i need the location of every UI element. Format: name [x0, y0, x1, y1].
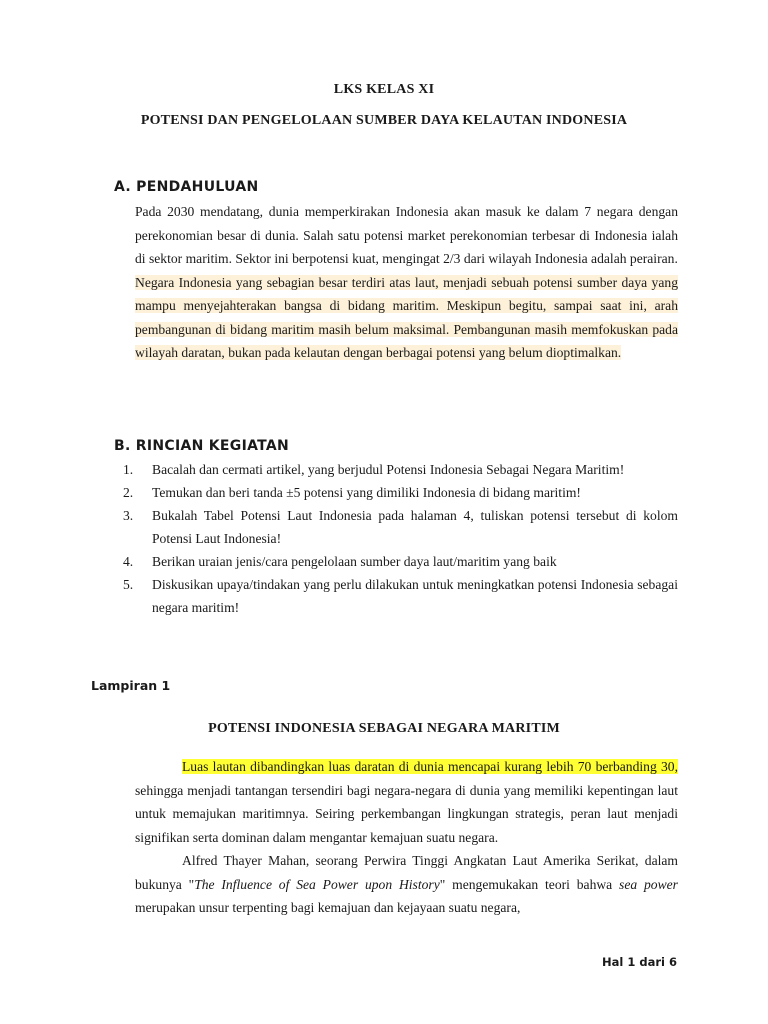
paragraph-text: " mengemukakan teori bahwa [439, 876, 620, 892]
list-text: Berikan uraian jenis/cara pengelolaan sumber daya laut/maritim yang baik [152, 553, 557, 569]
section-b-heading: B. RINCIAN KEGIATAN [114, 438, 290, 454]
paragraph-text: Alfred Thayer Mahan, seorang Perwira Tinggi Angkatan Laut Amerika Serikat, dalam bukunya " [135, 853, 678, 892]
soft-highlight: Negara Indonesia yang sebagian besar terdiri atas laut, menjadi sebuah potensi sumber daya yang mampu menyejahterakan bangsa di bidang maritim. Meskipun begitu, sampai saat ini, arah pembangunan di bidang maritim masih belum maksimal. Pembangunan masih memfokuskan pada wilayah daratan, bukan pada kelautan dengan berbagai potensi yang belum dioptimalkan. [135, 274, 678, 360]
list-text: Diskusikan upaya/tindakan yang perlu dilakukan untuk meningkatkan potensi Indonesia sebagai negara maritim! [152, 576, 678, 615]
intro-paragraph-highlighted [135, 271, 678, 365]
list-item [123, 551, 678, 574]
appendix-paragraph [135, 755, 678, 849]
document-title: LKS KELAS XI [333, 82, 435, 97]
list-text: Bacalah dan cermati artikel, yang berjudul Potensi Indonesia Sebagai Negara Maritim! [152, 462, 625, 477]
section-a-body [135, 200, 678, 365]
list-text: Temukan dan beri tanda ±5 potensi yang dimiliki Indonesia di bidang maritim! [152, 485, 581, 501]
list-item [123, 505, 678, 550]
paragraph-text: sehingga menjadi tantangan tersendiri bagi negara-negara di dunia yang memiliki kepentingan laut untuk memajukan maritimnya. Seiring perkembangan lingkungan strategis, peran laut menjadi signifikan serta dominan dalam mengantar kemajuan suatu negara. [135, 782, 678, 845]
book-title: The Influence of Sea Power upon History [194, 876, 440, 892]
list-text: Bukalah Tabel Potensi Laut Indonesia pada halaman 4, tuliskan potensi tersebut di kolom Potensi Laut Indonesia! [152, 508, 678, 546]
activity-list [123, 459, 678, 620]
paragraph-text: merupakan unsur terpenting bagi kemajuan dan kejayaan suatu negara, [135, 900, 521, 915]
list-item [123, 574, 678, 619]
appendix-paragraph [135, 849, 678, 920]
appendix-title: POTENSI INDONESIA SEBAGAI NEGARA MARITIM [208, 721, 560, 736]
intro-paragraph: Pada 2030 mendatang, dunia memperkirakan Indonesia akan masuk ke dalam 7 negara dengan perekonomian besar di dunia. Salah satu potensi market perekonomian terbesar di Indonesia ialah di sektor maritim. Sektor ini berpotensi kuat, mengingat 2/3 dari wilayah Indonesia adalah perairan. [135, 204, 678, 266]
list-number: 2. [123, 485, 134, 501]
list-number: 3. [123, 508, 134, 524]
sea-power-term: sea power [619, 876, 678, 892]
list-number: 4. [123, 553, 134, 569]
section-a-heading: A. PENDAHULUAN [114, 179, 259, 195]
appendix-body [135, 755, 678, 920]
list-item [123, 482, 678, 505]
page-number: Hal 1 dari 6 [602, 955, 677, 969]
list-item [123, 459, 678, 482]
list-number: 1. [123, 462, 134, 477]
appendix-label: Lampiran 1 [91, 678, 171, 693]
list-number: 5. [123, 576, 134, 592]
yellow-highlight: Luas lautan dibandingkan luas daratan di dunia mencapai kurang lebih 70 berbanding 30, [182, 759, 678, 774]
document-subtitle: POTENSI DAN PENGELOLAAN SUMBER DAYA KELAUTAN INDONESIA [140, 113, 628, 128]
